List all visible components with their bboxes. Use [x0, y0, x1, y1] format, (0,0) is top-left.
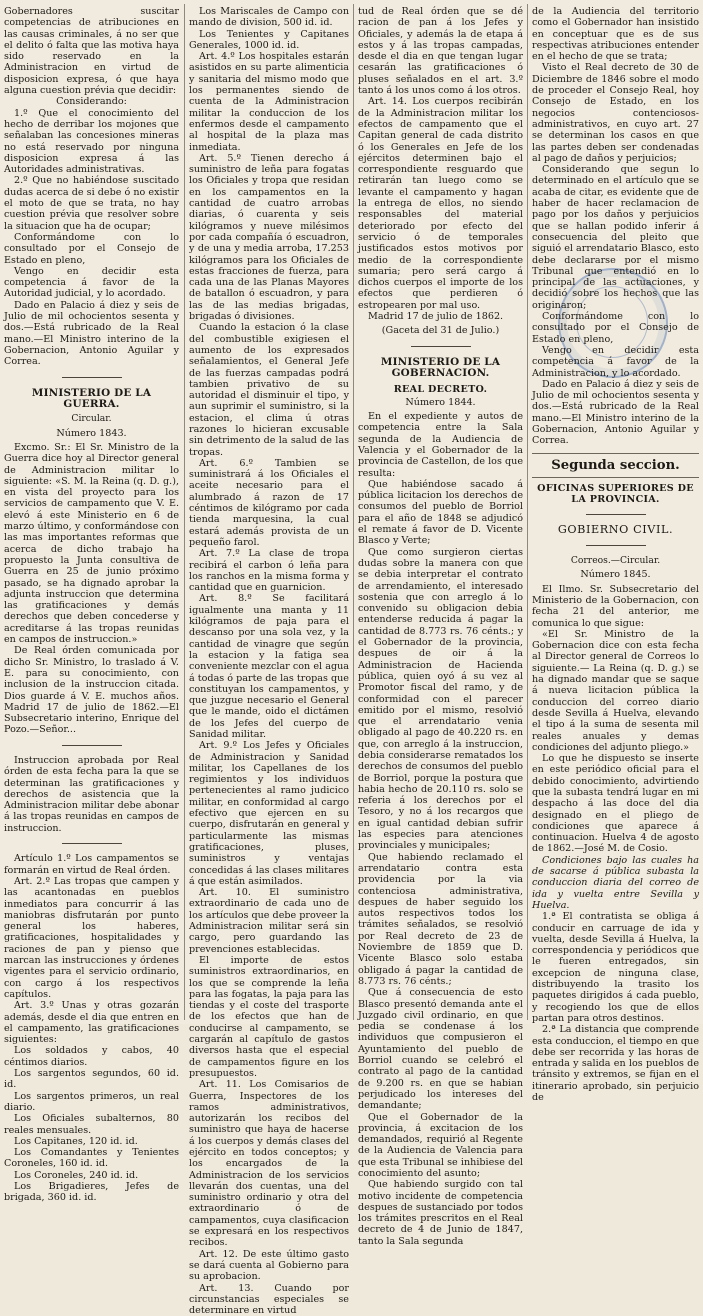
- paragraph: Conformándome con lo consultado por el Consejo de Estado en pleno,: [4, 231, 179, 266]
- separator: [4, 372, 179, 383]
- paragraph: Vengo en decidir esta competencia á favor de la Administracion, y lo acordado.: [532, 344, 699, 379]
- paragraph: Considerando que segun lo determinado en el artículo que se acaba de citar, es evidente que de haber de hacer reclamacion de pago por los daños y perjuicios que se hallan podido inferir á consecuencia del pleito que siguió el arrendatario Blasco, esto debe declararse por el mismo Tribunal que entendió en lo principal de las actuaciones, y decidió sobre los hechos que las originaron;: [532, 164, 699, 311]
- numero-label: Número 1845.: [580, 569, 651, 581]
- paragraph: Que á consecuencia de esto Blasco presentó demanda ante el Juzgado civil ordinario, en que pedia se condenase á los individuos que compusieron el Ayuntamiento del pueblo de Borriol cuando se celebró el contrato al pago de la cantidad de 9.200 rs. en que se habian perjudicado los intereses del demandante;: [358, 987, 523, 1112]
- article: Art. 4.º Los hospitales estarán asistidos en su parte alimenticia y sanitaria del mismo modo que los permanentes siendo de cuenta de la Administracion militar la conduccion de los enfermos desde el campamento al hospital de la plaza mas inmediata.: [189, 51, 349, 153]
- considerando-heading: Considerando:: [56, 96, 127, 108]
- condition-item: 1.ª El contratista se obliga á conducir en carruage de ida y vuelta, desde Sevilla á Huelva, la correspondencia y periódicos que le fueren entregados, sin excepcion de ninguna clase, distribuyendo la trasito los paquetes dirigidos á cada pueblo, y recogiendo los que de ellos partan para otros destinos.: [532, 911, 699, 1024]
- paragraph: Conformándome con lo consultado por el Consejo de Estado en pleno,: [532, 311, 699, 345]
- column-rule: [527, 4, 528, 1020]
- list-item: Los Coroneles, 240 id. id.: [14, 1169, 139, 1181]
- section-heading: Segunda seccion.: [532, 453, 699, 478]
- paragraph: Excmo. Sr.: El Sr. Ministro de la Guerra dice hoy al Director general de Administracion militar lo siguiente: «S. M. la Reina (q. D. g.), en vista del proyecto para los servicios de campamento que V. E. elevó á este Ministerio en 6 de marzo último, y conformándose con las mas importantes reformas que acerca de dicho trabajo ha propuesto la Junta consultiva de Guerra en 25 de junio próximo pasado, se ha dignado aprobar la adjunta instruccion que determina las gratificaciones y demás derechos que deben concederse y acreditarse á las tropas reunidas en campos de instruccion.»: [4, 441, 179, 646]
- column-rule: [353, 4, 354, 1020]
- article: Art. 11. Los Comisarios de Guerra, Inspectores de los ramos administrativos, autorizarán los recibos del suministro que haya de hacerse á los cuerpos y demás clases del ejército en todos conceptos; y los encargados de la Administracion de los servicios llevarán dos cuentas, una del suministro ordinario y otra del extraordinario ó de campamentos, cuya clasificacion se expresará en los respectivos recibos.: [189, 1079, 349, 1249]
- list-item: Los Tenientes y Capitanes Generales, 1000 id. id.: [189, 28, 349, 51]
- list-item: Los Comandantes y Tenientes Coroneles, 160 id. id.: [4, 1147, 179, 1170]
- paragraph: Instruccion aprobada por Real órden de esta fecha para la que se determinan las gratificaciones y derechos de asistencia que la Administracion militar debe abonar á las tropas reunidas en campos de instruccion.: [4, 755, 179, 834]
- article: Art. 5.º Tienen derecho á suministro de leña para fogatas los Oficiales y tropa que residan en los campamentos en la cantidad de cuatro arrobas diarias, ó cuarenta y seis kilógramos y nueve milésimos por cada compañía ó escuadron, y de una y media arroba, 17.253 kilógramos para los Oficiales de estas fracciones de fuerza, para cada una de las Planas Mayores de batallon ó escuadron, y para las de las medias brigadas, brigadas ó divisiones.: [189, 152, 349, 323]
- list-item: Los Capitanes, 120 id. id.: [14, 1135, 138, 1147]
- list-item: Los sargentos segundos, 60 id. id.: [4, 1068, 179, 1091]
- gaceta-reference: (Gaceta del 31 de Julio.): [381, 325, 500, 337]
- paragraph: tud de Real órden que se dé racion de pan á los Jefes y Oficiales, y además la de etapa á estos y á las tropas campadas, desde el dia en que tengan lugar cesarán las gratificaciones ó pluses señalados en el art. 3.º tanto á los unos como á los otros.: [358, 6, 523, 97]
- separator: [532, 509, 699, 520]
- numero-label: Número 1843.: [56, 427, 127, 439]
- article: Art. 9.º Los Jefes y Oficiales de Administracion y Sanidad militar, los Capellanes de los regimientos y los individuos pertenecientes al ramo judicico militar, en conformidad al cargo efectivo que ejercen en su cuerpo, disfrutarán en general y particularmente las mismas gratificaciones, pluses, suministros y ventajas concedidas á las clases militares á que están asimilados.: [189, 740, 349, 887]
- article: Art. 10. El suministro extraordinario de cada uno de los artículos que debe proveer la Administracion militar será sin cargo, pero guardando las prevenciones establecidas.: [189, 887, 349, 955]
- ministry-heading: MINISTERIO DE LA GOBERNACION.: [380, 355, 501, 380]
- paragraph: El Ilmo. Sr. Subsecretario del Ministerio de la Gobernacion, con fecha 21 del anterior, me comunica lo que sigue:: [532, 583, 699, 629]
- article: Art. 12. De este último gasto se dará cuenta al Gobierno para su aprobacion.: [189, 1248, 349, 1283]
- correos-heading: Correos.—Circular.: [570, 555, 661, 567]
- paragraph: Que habiendo surgido con tal motivo incidente de competencia despues de sustanciado por todos los trámites prescritos en el Real decreto de 4 de Junio de 1847, tanto la Sala segunda: [358, 1179, 523, 1247]
- column-4: [532, 6, 699, 1104]
- paragraph: 2.º Que no habiéndose suscitado dudas acerca de si debe ó no existir el moto de que se trata, no hay cuestion prévia que resolver sobre la situacion que ha de ocupar;: [4, 175, 179, 232]
- list-item: Los Brigadieres, Jefes de brigada, 360 id. id.: [4, 1180, 179, 1204]
- article: Art. 7.º La clase de tropa recibirá el carbon ó leña para los ranchos en la misma forma y cantidad que en guarnicion.: [189, 548, 349, 594]
- paragraph: de la Audiencia del territorio como el Gobernador han insistido en conceptuar que es de sus respectivas atribuciones entender en el hecho de que se trata;: [532, 6, 699, 63]
- separator: [4, 838, 179, 849]
- decreto-heading: REAL DECRETO.: [393, 383, 488, 395]
- paragraph: Cuando la estacion ó la clase del combustible exigiesen el aumento de los expresados señalamientos, el General Jefe de las fuerzas campadas podrá tambien privativo de su autoridad el disminuir el tipo, y aun suprimir el suministro, si la estacion, el clima ú otras razones lo hicieran excusable sin detrimento de la salud de las tropas.: [189, 322, 349, 458]
- paragraph: Visto el Real decreto de 30 de Diciembre de 1846 sobre el modo de proceder el Consejo Real, hoy Consejo de Estado, en los negocios contenciosos-administrativos, en cuyo art. 27 se determinan los casos en que las partes deben ser condenadas al pago de daños y perjuicios;: [532, 62, 699, 164]
- article: Art. 8.º Se facilitará igualmente una manta y 11 kilógramos de paja para el descanso por una sola vez, y la cantidad de vinagre que según la estacion y la fatiga sea conveniente mezclar con el agua á todas ó parte de las tropas que constituyan los campamentos, y que juzgue necesario el General que le mande, oido el dictámen de los Jefes del cuerpo de Sanidad militar.: [189, 593, 349, 740]
- paragraph: Que habiéndose sacado á pública licitacion los derechos de consumos del pueblo de Borriol para el año de 1848 se adjudicó el remate á favor de D. Vicente Blasco y Verte;: [358, 478, 523, 547]
- separator: [4, 740, 179, 751]
- list-item: Los Mariscales de Campo con mando de division, 500 id. id.: [189, 6, 349, 29]
- paragraph: Vengo en decidir esta competencia á favor de la Autoridad judicial, y lo acordado.: [4, 265, 179, 300]
- paragraph: «El Sr. Ministro de la Gobernacion dice con esta fecha al Director general de Correos lo siguiente.— La Reina (q. D. g.) se ha dignado mandar que se saque á nueva licitacion pública la conduccion del correo diario desde Sevilla á Huelva, elevando el tipo á la suma de sesenta mil reales anuales y demas condiciones del adjunto pliego.»: [532, 628, 699, 753]
- article: Artículo 1.º Los campamentos se formarán en virtud de Real órden.: [4, 853, 179, 876]
- article: Art. 14. Los cuerpos recibirán de la Administracion militar los efectos de campamento que el Capitan general de cada distrito ó los Generales en Jefe de los ejércitos determinen bajo el correspondiente resguardo que retirarán tan luego como se levante el campamento y hagan la entrega de ellos, no siendo responsables del material deteriorado por efecto del servicio ó de temporales justificados estos motivos por medio de la correspondiente sumaria; pero será cargo á dichos cuerpos el importe de los efectos que perdieren ó estropearen por mal uso.: [358, 96, 523, 311]
- list-item: Los sargentos primeros, un real diario.: [4, 1090, 179, 1113]
- article: Art. 6.º Tambien se suministrará á los Oficiales el aceite necesario para el alumbrado á razon de 17 céntimos de kilógramo por cada tienda marquesina, la cual estará además provista de un pequeño farol.: [189, 457, 349, 548]
- paragraph: Lo que he dispuesto se inserte en este periódico oficial para el debido conocimiento, advirtiendo que la subasta tendrá lugar en mi despacho á las doce del dia designado en el pliego de condiciones que aparece á continuacion. Huelva 4 de agosto de 1862.—José M. de Cosio.: [532, 753, 699, 855]
- article: Art. 13. Cuando por circunstancias especiales se determinare en virtud: [189, 1282, 349, 1316]
- paragraph: Que habiendo reclamado el arrendatario contra esta providencia por la via contenciosa administrativa, despues de haber seguido los autos respectivos todos los trámites señalados, se resolvió por Real decreto de 23 de Noviembre de 1859 que D. Vicente Blasco solo estaba obligado á pagar la cantidad de 8.773 rs. 76 cénts.;: [358, 851, 523, 987]
- numero-label: Número 1844.: [405, 396, 476, 408]
- paragraph: Que como surgieron ciertas dudas sobre la manera con que se debia interpretar el contrato de arrendamiento, el interesado sostenia que con arreglo á lo convenido su obligacion debia entenderse reducida á pagar la cantidad de 8.773 rs. 76 cénts.; y el Gobernador de la provincia, despues de oir á la Administracion de Hacienda pública, quien oyó á su vez al Promotor fiscal del ramo, y de conformidad con el parecer emitido por el mismo, resolvió que el arrendatario venia obligado al pago de 40.220 rs. en que, con arreglo á la instruccion, debia considerarse rematados los derechos de consumos del pueblo de Borriol, porque la postura que habia hecho de 20.110 rs. solo se referia á los derechos por el Tesoro, y no á los recargos que en igual cantidad debian sufrir las especies para atenciones provinciales y municipales;: [358, 546, 523, 852]
- list-item: Los soldados y cabos, 40 céntimos diarios.: [4, 1045, 179, 1068]
- column-rule: [184, 4, 185, 1020]
- column-2: [189, 6, 349, 1316]
- paragraph: Dado en Palacio á diez y seis de Julio de mil ochocientos sesenta y dos.—Está rubricado de la Real mano.—El Ministro interino de la Gobernacion, Antonio Aguilar y Correa.: [4, 299, 179, 368]
- paragraph: Dado en Palacio á diez y seis de Julio de mil ochocientos sesenta y dos.—Está rubricado de la Real mano.—El Ministro interino de la Gobernacion, Antonio Aguilar y Correa.: [532, 378, 699, 447]
- conditions-heading: Condiciones bajo las cuales ha de sacarse á pública subasta la conduccion diaria del correo de ida y vuelta entre Sevilla y Huelva.: [532, 854, 699, 911]
- paragraph: De Real órden comunicada por dicho Sr. Ministro, lo traslado á V. E. para su conocimiento, con inclusion de la instruccion citada. Dios guarde á V. E. muchos años. Madrid 17 de julio de 1862.—El Subsecretario interino, Enrique del Pozo.—Señor...: [4, 645, 179, 736]
- separator: [532, 540, 699, 551]
- paragraph: Que el Gobernador de la provincia, á excitacion de los demandados, requirió al Regente de la Audiencia de Valencia para que esta Tribunal se inhibiese del conocimiento del asunto;: [358, 1111, 523, 1179]
- paragraph: El importe de estos suministros extraordinarios, en los que se comprende la leña para las fogatas, la paja para las tiendas y el coste del trasporte de los efectos que han de conducirse al campamento, se cargarán al capítulo de gastos diversos hasta que el especial de campamentos figure en los presupuestos.: [189, 954, 349, 1079]
- paragraph: Gobernadores suscitar competencias de atribuciones en las causas criminales, á no ser que el delito ó falta que las motiva haya sido reservado en la Administracion en virtud de disposicion expresa, ó que haya alguna cuestion prévia que decidir:: [4, 6, 179, 97]
- ministry-heading: MINISTERIO DE LA GUERRA.: [31, 386, 152, 411]
- gobierno-heading: GOBIERNO CIVIL.: [557, 523, 674, 537]
- separator: [358, 341, 523, 352]
- oficinas-heading: OFICINAS SUPERIORES DE LA PROVINCIA.: [537, 482, 694, 505]
- paragraph: 1.º Que el conocimiento del hecho de derribar los mojones que señalaban las concesiones mineras no está reservado por ninguna disposicion expresa á las Autoridades administrativas.: [4, 107, 179, 176]
- list-item: Los Oficiales subalternos, 80 reales mensuales.: [4, 1113, 179, 1136]
- column-1: [4, 6, 179, 1204]
- condition-item: 2.ª La distancia que comprende esta conduccion, el tiempo en que debe ser recorrida y las horas de entrada y salida en los pueblos de tránsito y extremos, se fijan en el itinerario aprobado, sin perjuicio de: [532, 1024, 699, 1104]
- circular-heading: Circular.: [71, 413, 112, 425]
- article: Art. 3.º Unas y otras gozarán además, desde el dia que entren en el campamento, las gratificaciones siguientes:: [4, 1000, 179, 1046]
- dateline: Madrid 17 de julio de 1862.: [368, 311, 504, 323]
- paragraph: En el expediente y autos de competencia entre la Sala segunda de la Audiencia de Valencia y el Gobernador de la provincia de Castellon, de los que resulta:: [358, 411, 523, 479]
- article: Art. 2.º Las tropas que campen y las acantonadas en pueblos inmediatos para concurrir á las maniobras disfrutarán por punto general los haberes, gratificaciones, hospitalidades y raciones de pan y pienso que marcan las instrucciones y órdenes vigentes para el servicio ordinario, con cargo á los respectivos capítulos.: [4, 875, 179, 1000]
- column-3: [358, 6, 523, 1247]
